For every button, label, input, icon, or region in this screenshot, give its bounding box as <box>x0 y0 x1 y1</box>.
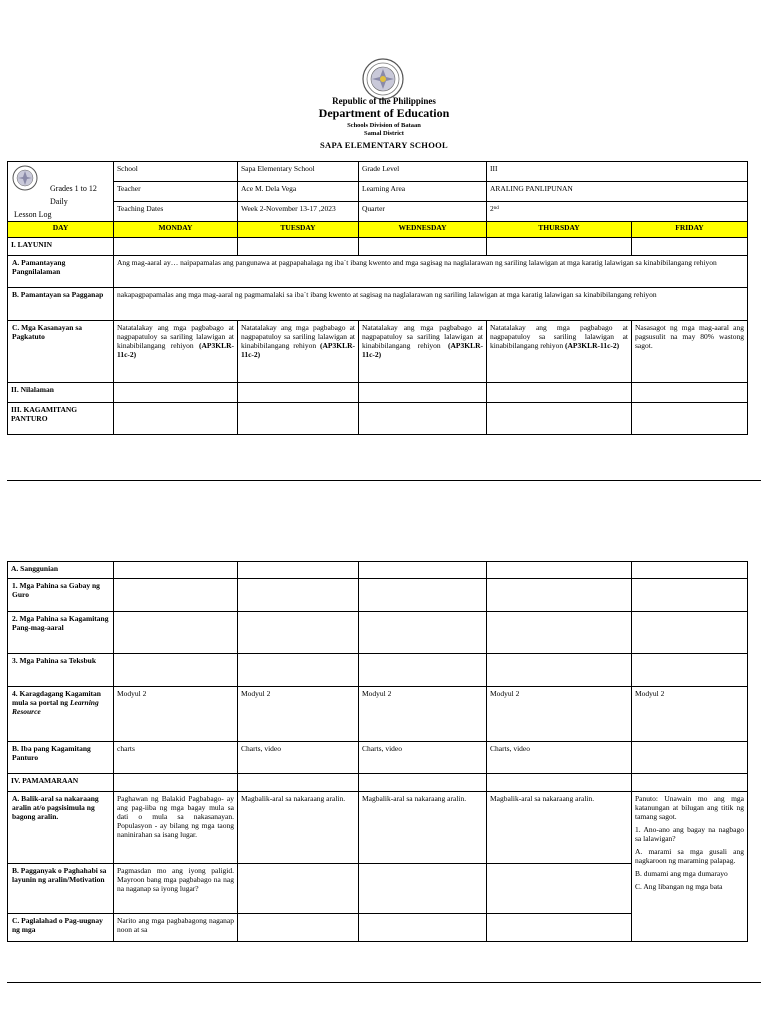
layunin-cell <box>114 238 238 256</box>
sanggunian-cell <box>359 562 487 579</box>
gabay-cell <box>238 579 359 612</box>
modyul-wednesday: Modyul 2 <box>359 687 487 742</box>
paglalahad-monday: Narito ang mga pagbabagong naganap noon at sa <box>114 914 238 942</box>
monday-header: MONDAY <box>114 222 238 238</box>
pamamaraan-cell <box>114 774 238 792</box>
quiz-choice-a: A. marami sa mga gusali ang nagkaroon ng maraming palapag. <box>635 847 744 865</box>
kagamitang-cell <box>632 403 748 435</box>
grade-level-value: III <box>487 162 748 182</box>
page-divider <box>7 480 761 481</box>
sanggunian-cell <box>632 562 748 579</box>
sanggunian-cell <box>238 562 359 579</box>
department-line: Department of Education <box>318 106 450 120</box>
modyul-tuesday: Modyul 2 <box>238 687 359 742</box>
pamantayang-pangnilalaman-text: Ang mag-aaral ay… naipapamalas ang pangunawa at pagpapahalaga ng iba`t ibang kwento and mga sagisag na naglalarawan ng sariling lalawigan at mga karatig lalawigan sa kinabibilangang rehiyon <box>114 256 748 288</box>
dll-title-line-2: Lesson Log <box>14 210 52 219</box>
pamantayan-sa-pagganap-label: B. Pamantayan sa Pagganap <box>8 288 114 321</box>
sanggunian-label: A. Sanggunian <box>8 562 114 579</box>
iba-pang-thursday: Charts, video <box>487 742 632 774</box>
teksbuk-cell <box>114 654 238 687</box>
pagganyak-cell <box>487 864 632 914</box>
school-name: SAPA ELEMENTARY SCHOOL <box>320 140 448 150</box>
wednesday-header: WEDNESDAY <box>359 222 487 238</box>
layunin-label: I. LAYUNIN <box>8 238 114 256</box>
paglalahad-label: C. Paglalahad o Pag-uugnay ng mga <box>8 914 114 942</box>
pamantayan-sa-pagganap-text: nakapagpapamalas ang mga mag-aaral ng pagmamalaki sa iba`t ibang kwento at sagisag na naglalarawan ng sariling lalawigan at mga karatig lalawigan sa kinabibilangang rehiyon <box>114 288 748 321</box>
quarter-value <box>487 202 748 222</box>
pamamaraan-cell <box>632 774 748 792</box>
gabay-cell <box>632 579 748 612</box>
kagamitang-cell <box>359 403 487 435</box>
sanggunian-cell <box>114 562 238 579</box>
kasanayan-code: (AP3KLR-11c-2) <box>241 341 356 359</box>
balik-aral-tuesday: Magbalik-aral sa nakaraang aralin. <box>238 792 359 864</box>
pamamaraan-label: IV. PAMAMARAAN <box>8 774 114 792</box>
district-name: Samal District <box>364 130 404 137</box>
kagamitang-pang-label: 2. Mga Pahina sa Kagamitang Pang-mag-aaral <box>8 612 114 654</box>
karagdagang-text: 4. Karagdagang Kagamitan mula sa portal ng <box>12 689 101 707</box>
pamamaraan-cell <box>487 774 632 792</box>
nilalaman-cell <box>632 383 748 403</box>
nilalaman-cell <box>487 383 632 403</box>
gabay-cell <box>359 579 487 612</box>
iba-pang-wednesday: Charts, video <box>359 742 487 774</box>
teacher-label: Teacher <box>114 182 238 202</box>
nilalaman-cell <box>114 383 238 403</box>
modyul-friday: Modyul 2 <box>632 687 748 742</box>
balik-aral-label: A. Balik-aral sa nakaraang aralin at/o pagsisimula ng bagong aralin. <box>8 792 114 864</box>
kagamitang-cell <box>114 403 238 435</box>
kagamitang-pang-cell <box>632 612 748 654</box>
kagamitang-pang-cell <box>114 612 238 654</box>
kasanayan-thursday <box>487 321 632 383</box>
quarter-suffix: nd <box>493 206 499 211</box>
kagamitang-pang-cell <box>487 612 632 654</box>
teksbuk-cell <box>359 654 487 687</box>
day-header: DAY <box>8 222 114 238</box>
teksbuk-cell <box>238 654 359 687</box>
pagganyak-monday: Pagmasdan mo ang iyong paligid. Mayroon bang mga pagbabago na nag na naganap sa iyong lugar? <box>114 864 238 914</box>
iba-pang-tuesday: Charts, video <box>238 742 359 774</box>
quarter-label: Quarter <box>359 202 487 222</box>
sanggunian-cell <box>487 562 632 579</box>
pagganyak-label: B. Pagganyak o Paghahabi sa layunin ng aralin/Motivation <box>8 864 114 914</box>
school-value: Sapa Elementary School <box>238 162 359 182</box>
kagamitang-cell <box>487 403 632 435</box>
layunin-cell <box>359 238 487 256</box>
tuesday-header: TUESDAY <box>238 222 359 238</box>
lesson-log-table-bottom <box>7 561 748 942</box>
kagamitang-pang-cell <box>359 612 487 654</box>
dll-title <box>14 182 113 221</box>
kasanayan-tuesday-text: Natatalakay ang mga pagbabago at nagpapatuloy sa sariling lalawigan at kinabibilangang rehiyon <box>241 323 355 350</box>
teaching-dates-value: Week 2-November 13-17 ,2023 <box>238 202 359 222</box>
kagamitang-panturo-label: III. KAGAMITANG PANTURO <box>8 403 114 435</box>
kasanayan-monday-text: Natatalakay ang mga pagbabago at nagpapatuloy sa sariling lalawigan at kinabibilangang rehiyon <box>117 323 234 350</box>
karagdagang-kagamitan-label <box>8 687 114 742</box>
kasanayan-code: (AP3KLR-11c-2) <box>117 341 235 359</box>
pamamaraan-cell <box>238 774 359 792</box>
grade-level-label: Grade Level <box>359 162 487 182</box>
paglalahad-cell <box>359 914 487 942</box>
layunin-cell <box>238 238 359 256</box>
kasanayan-code: (AP3KLR-11c-2) <box>362 341 484 359</box>
kasanayan-friday: Nasasagot ng mga mag-aaral ang pagsusulit na may 80% wastong sagot. <box>632 321 748 383</box>
school-label: School <box>114 162 238 182</box>
nilalaman-cell <box>359 383 487 403</box>
dll-title-line-1: Grades 1 to 12 Daily <box>50 184 97 206</box>
balik-aral-monday: Paghawan ng Balakid Pagbabago- ay ang pag-iiba ng mga bagay mula sa dati o mula sa nakasanayan. Populasyon - ay bilang ng mga taong naninirahan sa isang lugar. <box>114 792 238 864</box>
lesson-log-table-top <box>7 161 748 435</box>
iba-pang-friday <box>632 742 748 774</box>
teksbuk-cell <box>632 654 748 687</box>
teaching-dates-label: Teaching Dates <box>114 202 238 222</box>
modyul-thursday: Modyul 2 <box>487 687 632 742</box>
division-line <box>0 122 768 138</box>
learning-resource-text: Learning Resource <box>12 698 99 716</box>
friday-header: FRIDAY <box>632 222 748 238</box>
balik-aral-thursday: Magbalik-aral sa nakaraang aralin. <box>487 792 632 864</box>
gabay-cell <box>114 579 238 612</box>
kagamitang-pang-cell <box>238 612 359 654</box>
quiz-choice-b: B. dumami ang mga dumarayo <box>635 869 728 878</box>
paglalahad-cell <box>487 914 632 942</box>
balik-aral-wednesday: Magbalik-aral sa nakaraang aralin. <box>359 792 487 864</box>
pamantayang-pangnilalaman-label: A. Pamantayang Pangnilalaman <box>8 256 114 288</box>
teacher-value: Ace M. Dela Vega <box>238 182 359 202</box>
republic-line: Republic of the Philippines <box>332 96 436 106</box>
learning-area-label: Learning Area <box>359 182 487 202</box>
pagganyak-cell <box>238 864 359 914</box>
pamamaraan-cell <box>359 774 487 792</box>
nilalaman-label: II. Nilalaman <box>8 383 114 403</box>
kasanayan-monday <box>114 321 238 383</box>
pagganyak-cell <box>359 864 487 914</box>
iba-pang-monday: charts <box>114 742 238 774</box>
friday-quiz-cell <box>632 792 748 942</box>
gabay-cell <box>487 579 632 612</box>
page-divider <box>7 982 761 983</box>
kasanayan-code: (AP3KLR-11c-2) <box>564 341 620 350</box>
learning-area-value: ARALING PANLIPUNAN <box>487 182 748 202</box>
thursday-header: THURSDAY <box>487 222 632 238</box>
layunin-cell <box>487 238 632 256</box>
kagamitang-cell <box>238 403 359 435</box>
paglalahad-cell <box>238 914 359 942</box>
division-name: Schools Division of Bataan <box>347 122 421 129</box>
kasanayan-tuesday <box>238 321 359 383</box>
nilalaman-cell <box>238 383 359 403</box>
quiz-choice-c: C. Ang libangan ng mga bata <box>635 882 723 891</box>
deped-seal-icon <box>362 58 404 100</box>
kasanayan-label: C. Mga Kasanayan sa Pagkatuto <box>8 321 114 383</box>
teksbuk-label: 3. Mga Pahina sa Teksbuk <box>8 654 114 687</box>
layunin-cell <box>632 238 748 256</box>
quiz-instructions: Panuto: Unawain mo ang mga katanungan at bilugan ang titik ng tamang sagot. <box>635 794 744 821</box>
modyul-monday: Modyul 2 <box>114 687 238 742</box>
gabay-label: 1. Mga Pahina sa Gabay ng Guro <box>8 579 114 612</box>
iba-pang-kagamitan-label: B. Iba pang Kagamitang Panturo <box>8 742 114 774</box>
kasanayan-thursday-text: Natatalakay ang mga pagbabago at nagpapatuloy sa sariling lalawigan at kinabibilangang rehiyon <box>490 323 628 350</box>
quarter-number: 2 <box>490 204 494 213</box>
teksbuk-cell <box>487 654 632 687</box>
quiz-question-1: 1. Ano-ano ang bagay na nagbago sa lalawigan? <box>635 825 744 843</box>
dll-logo-cell <box>8 162 114 222</box>
kasanayan-wednesday-text: Natatalakay ang mga pagbabago at nagpapatuloy sa sariling lalawigan at kinabibilangang rehiyon <box>362 323 483 350</box>
kasanayan-wednesday <box>359 321 487 383</box>
